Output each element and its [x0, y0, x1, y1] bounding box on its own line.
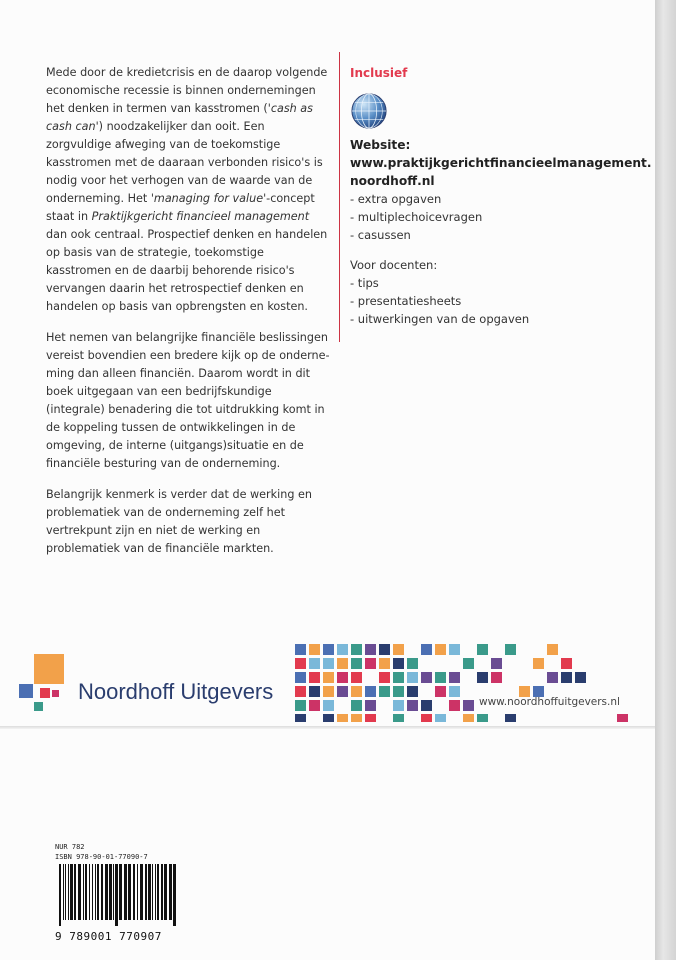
- blurb-paragraph-3: Belangrijk kenmerk is verder dat de werking en problematiek van de onderneming zelf het vertrekpunt zijn en niet de werking en problematiek van de financiële markten.: [46, 488, 312, 555]
- column-divider: [339, 52, 340, 342]
- cover-flap-separator: [0, 726, 655, 729]
- resource-item: - multiplechoicevragen: [350, 210, 483, 224]
- color-mosaic-graphic: [295, 644, 628, 722]
- globe-icon: [350, 92, 388, 130]
- noordhoff-logo-icon: [19, 654, 64, 711]
- blurb-paragraph-1: Mede door de kredietcrisis en de daarop volgende economische recessie is binnen ondernemingen het denken in termen van kasstromen ('cash as cash can') noodzakelijker dan ooit. Een zorgvuldige afweging van de toekomstige kasstromen met de daaraan verbonden risico's is nodig voor het verhogen van de waarde van de onderneming. Het 'managing for value'-concept staat in Praktijkgericht financieel management dan ook centraal. Prospectief denken en handelen op basis van de strategie, toekomstige kasstromen en de daarbij behorende risico's vervangen daarin het retrospectief denken en handelen op basis van opbrengsten en kosten.: [46, 66, 328, 313]
- book-page-edge: [655, 0, 676, 960]
- nur-code: NUR 782: [55, 843, 85, 851]
- resource-list: [350, 190, 650, 244]
- blurb-paragraph-2: Het nemen van belangrijke financiële beslissingen vereist bovendien een bredere kijk op de onderneming dan alleen financiën. Daarom wordt in dit boek uitgegaan van een bedrijfskundige (integrale) benadering die tot uitdrukking komt in de koppeling tussen de ontwikkelingen in de omgeving, de interne (uitgangs)situatie en de financiële besturing van de onderneming.: [46, 331, 330, 470]
- resource-item: - extra opgaven: [350, 192, 442, 206]
- teacher-item: - uitwerkingen van de opgaven: [350, 312, 530, 326]
- resource-item: - casussen: [350, 228, 411, 242]
- website-label: Website:: [350, 138, 411, 152]
- publisher-url[interactable]: www.noordhoffuitgevers.nl: [479, 696, 620, 708]
- barcode-block: [55, 842, 179, 943]
- website-url-line-2[interactable]: noordhoff.nl: [350, 174, 435, 188]
- barcode-digits: 9 789001 770907: [55, 930, 162, 943]
- publisher-name: Noordhoff Uitgevers: [78, 679, 274, 704]
- teacher-item: - presentatiesheets: [350, 294, 462, 308]
- sidebar-inclusief: [350, 64, 650, 328]
- inclusief-heading: Inclusief: [350, 66, 408, 80]
- barcode-icon: [55, 864, 179, 926]
- website-url-line-1[interactable]: www.praktijkgerichtfinancieelmanagement.: [350, 156, 652, 170]
- isbn-code: ISBN 978-90-01-77090-7: [55, 853, 148, 861]
- teacher-resource-list: [350, 274, 650, 328]
- teachers-label: Voor docenten:: [350, 258, 438, 272]
- teacher-item: - tips: [350, 276, 379, 290]
- blurb-text: [46, 64, 332, 571]
